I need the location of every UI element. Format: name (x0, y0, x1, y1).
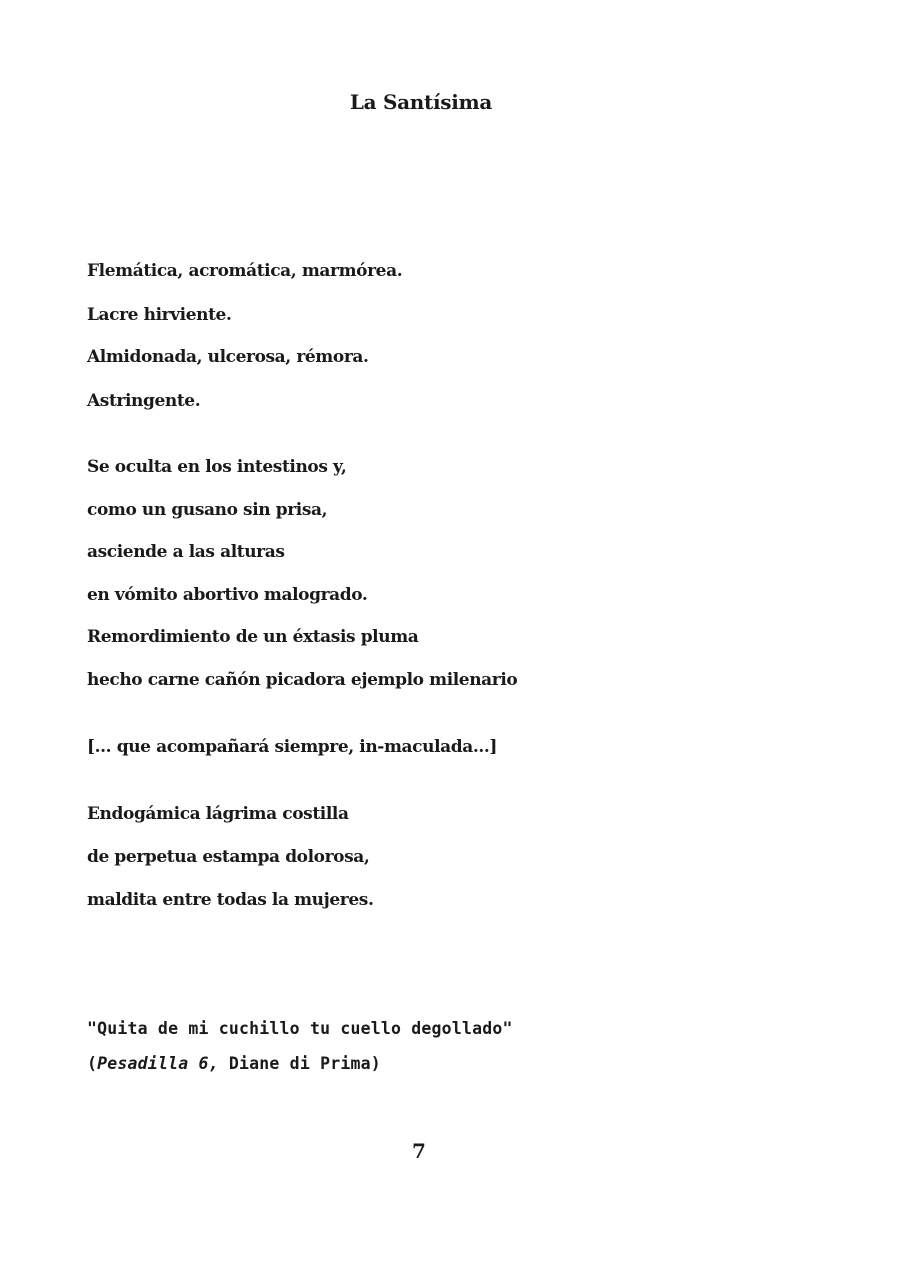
epigraph-author: Diane di Prima) (218, 1054, 381, 1073)
epigraph-open-paren: ( (87, 1054, 98, 1073)
poem-title: La Santísima (349, 90, 493, 114)
epigraph-work: Pesadilla 6, (97, 1054, 219, 1073)
epigraph-attribution (87, 1054, 381, 1073)
verse-line: Remordimiento de un éxtasis pluma (87, 627, 419, 647)
verse-line: asciende a las alturas (87, 542, 285, 562)
page-number: 7 (412, 1139, 426, 1163)
verse-line: como un gusano sin prisa, (87, 500, 328, 520)
verse-line: Lacre hirviente. (87, 305, 232, 325)
verse-line: maldita entre todas la mujeres. (87, 890, 374, 910)
epigraph-quote: "Quita de mi cuchillo tu cuello degollado" (87, 1019, 513, 1038)
verse-line: en vómito abortivo malogrado. (87, 585, 368, 605)
verse-line: Se oculta en los intestinos y, (87, 457, 347, 477)
verse-line: Flemática, acromática, marmórea. (87, 261, 403, 281)
verse-line: de perpetua estampa dolorosa, (87, 847, 370, 867)
verse-line: Endogámica lágrima costilla (87, 804, 349, 824)
verse-line: Almidonada, ulcerosa, rémora. (87, 347, 369, 367)
verse-line: [... que acompañará siempre, in-maculada...] (87, 737, 498, 757)
verse-line: Astringente. (87, 391, 201, 411)
verse-line: hecho carne cañón picadora ejemplo milenario (87, 670, 518, 690)
